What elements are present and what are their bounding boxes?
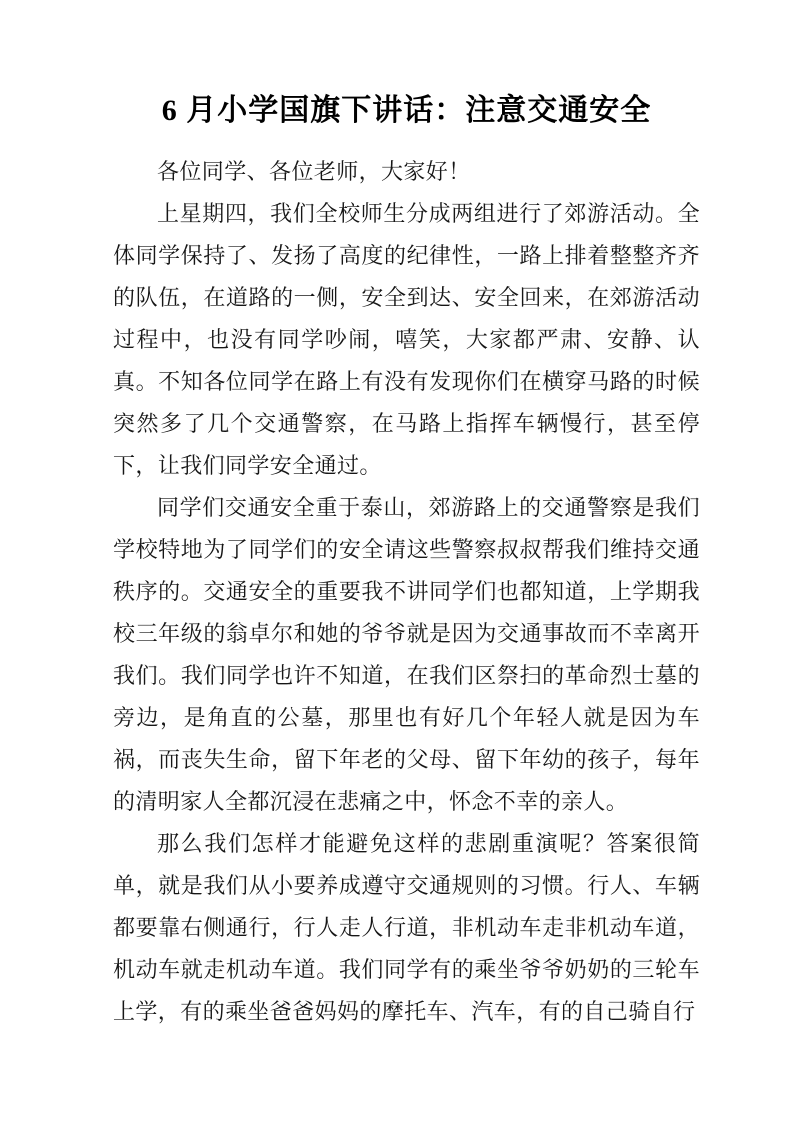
paragraph-safety-importance: 同学们交通安全重于泰山，郊游路上的交通警察是我们学校特地为了同学们的安全请这些警察叔叔帮我们维持交通秩序的。交通安全的重要我不讲同学们也都知道，上学期我校三年级的翁卓尔和她的爷爷就是因为交通事故而不幸离开我们。我们同学也许不知道，在我们区祭扫的革命烈士墓的旁边，是角直的公墓，那里也有好几个年轻人就是因为车祸，而丧失生命，留下年老的父母、留下年幼的孩子，每年的清明家人全都沉浸在悲痛之中，怀念不幸的亲人。: [113, 495, 700, 814]
paragraph-outing-recap: 上星期四，我们全校师生分成两组进行了郊游活动。全体同学保持了、发扬了高度的纪律性，一路上排着整整齐齐的队伍，在道路的一侧，安全到达、安全回来，在郊游活动过程中，也没有同学吵闹，嘻笑，大家都严肃、安静、认真。不知各位同学在路上有没有发现你们在横穿马路的时候突然多了几个交通警察，在马路上指挥车辆慢行，甚至停下，让我们同学安全通过。: [113, 201, 700, 478]
paragraph-rules-habits: 那么我们怎样才能避免这样的悲剧重演呢？答案很简单，就是我们从小要养成遵守交通规则的习惯。行人、车辆都要靠右侧通行，行人走人行道，非机动车走非机动车道，机动车就走机动车道。我们同学有的乘坐爷爷奶奶的三轮车上学，有的乘坐爸爸妈妈的摩托车、汽车，有的自己骑自行: [113, 831, 700, 1024]
document-title: 6 月小学国旗下讲话：注意交通安全: [161, 94, 652, 127]
paragraph-greeting: 各位同学、各位老师，大家好！: [157, 159, 471, 184]
